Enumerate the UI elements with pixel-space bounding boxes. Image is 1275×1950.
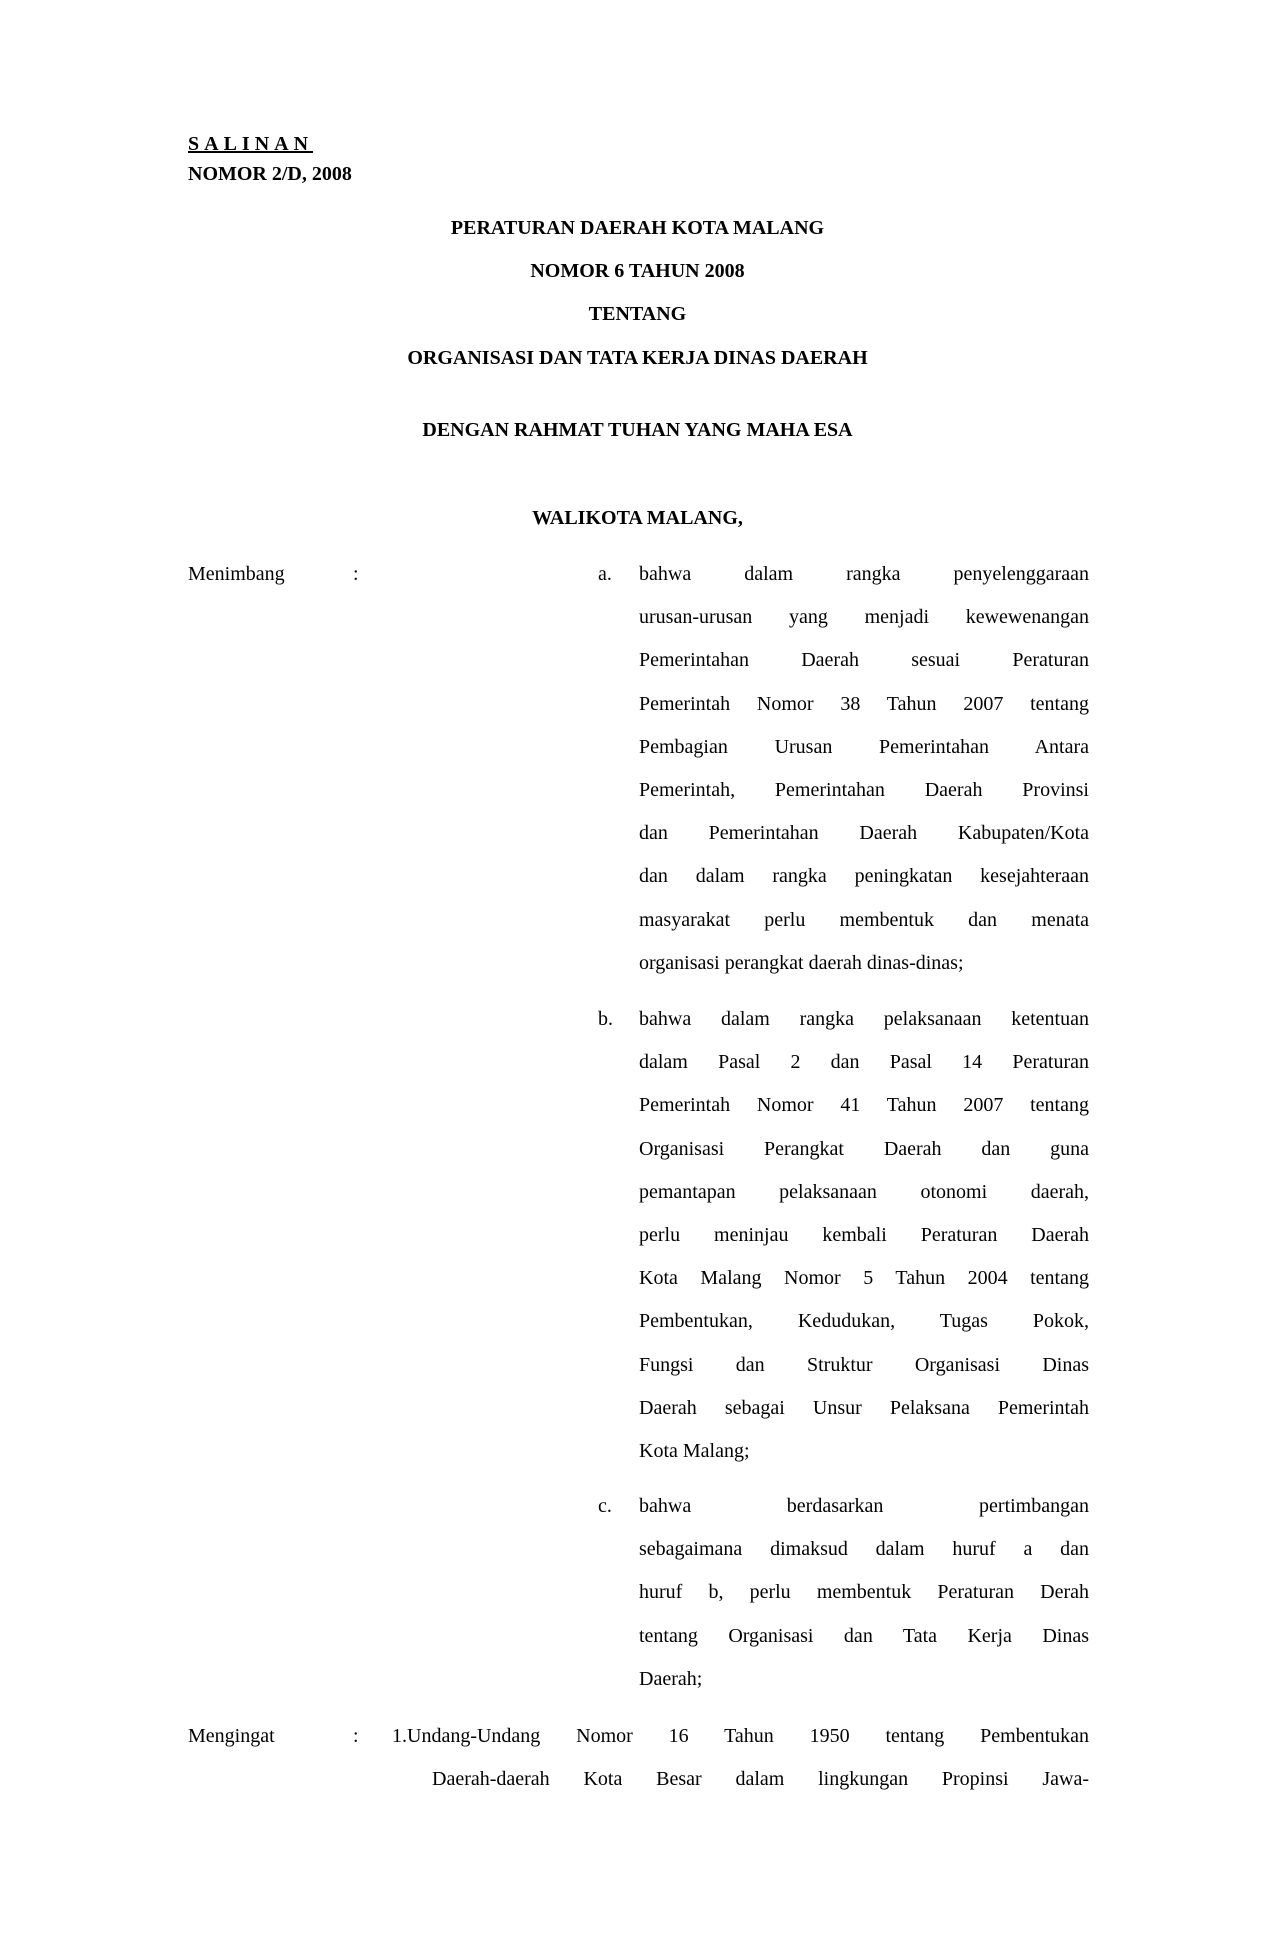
menimbang-item-line: bahwa dalam rangka penyelenggaraan	[639, 563, 1089, 585]
menimbang-item-line: Kota Malang;	[639, 1440, 750, 1462]
menimbang-item-marker: b.	[598, 1008, 613, 1030]
menimbang-item-line: Kota Malang Nomor 5 Tahun 2004 tentang	[639, 1267, 1089, 1290]
mengingat-label: Mengingat	[188, 1725, 275, 1747]
menimbang-item-line: Pemerintah Nomor 38 Tahun 2007 tentang	[639, 692, 1089, 715]
menimbang-item-line: pemantapan pelaksanaan otonomi daerah,	[639, 1180, 1089, 1203]
document-number: NOMOR 2/D, 2008	[188, 163, 352, 185]
menimbang-item-line: dan Pemerintahan Daerah Kabupaten/Kota	[639, 822, 1089, 845]
menimbang-item-line: Pemerintah, Pemerintahan Daerah Provinsi	[639, 779, 1089, 801]
menimbang-item-line: huruf b, perlu membentuk Peraturan Derah	[639, 1581, 1089, 1604]
menimbang-item-marker: c.	[598, 1495, 612, 1517]
mengingat-item-1-line: Daerah-daerah Kota Besar dalam lingkungan Propinsi Jawa-	[432, 1768, 1089, 1790]
menimbang-item-line: perlu meninjau kembali Peraturan Daerah	[639, 1224, 1089, 1246]
menimbang-item-line: dalam Pasal 2 dan Pasal 14 Peraturan	[639, 1051, 1089, 1074]
menimbang-item-line: Pemerintahan Daerah sesuai Peraturan	[639, 649, 1089, 672]
regulation-number: NOMOR 6 TAHUN 2008	[530, 260, 745, 282]
menimbang-item-line: bahwa berdasarkan pertimbangan	[639, 1495, 1089, 1517]
menimbang-item-line: Fungsi dan Struktur Organisasi Dinas	[639, 1353, 1089, 1376]
mengingat-item-1-line: 1.Undang-Undang Nomor 16 Tahun 1950 tentang Pembentukan	[392, 1725, 1089, 1747]
menimbang-item-line: Organisasi Perangkat Daerah dan guna	[639, 1137, 1089, 1160]
mengingat-colon: :	[353, 1725, 359, 1747]
menimbang-item-line: urusan-urusan yang menjadi kewewenangan	[639, 606, 1089, 629]
regulation-subject: ORGANISASI DAN TATA KERJA DINAS DAERAH	[407, 347, 868, 369]
regulation-title: PERATURAN DAERAH KOTA MALANG	[450, 217, 825, 239]
menimbang-item-line: organisasi perangkat daerah dinas-dinas;	[639, 951, 964, 974]
menimbang-item-line: Pembentukan, Kedudukan, Tugas Pokok,	[639, 1310, 1089, 1333]
menimbang-item-line: sebagaimana dimaksud dalam huruf a dan	[639, 1538, 1089, 1561]
menimbang-item-line: Pemerintah Nomor 41 Tahun 2007 tentang	[639, 1094, 1089, 1117]
menimbang-item-line: Daerah sebagai Unsur Pelaksana Pemerintah	[639, 1396, 1089, 1419]
menimbang-label: Menimbang	[188, 563, 285, 585]
menimbang-item-line: bahwa dalam rangka pelaksanaan ketentuan	[639, 1008, 1089, 1030]
salinan-label: SALINAN	[188, 133, 314, 155]
menimbang-item-marker: a.	[598, 563, 612, 585]
invocation: DENGAN RAHMAT TUHAN YANG MAHA ESA	[422, 419, 853, 441]
authority: WALIKOTA MALANG,	[532, 507, 743, 529]
menimbang-item-line: Pembagian Urusan Pemerintahan Antara	[639, 735, 1089, 758]
menimbang-item-line: masyarakat perlu membentuk dan menata	[639, 908, 1089, 931]
menimbang-colon: :	[353, 563, 359, 585]
menimbang-item-line: tentang Organisasi dan Tata Kerja Dinas	[639, 1624, 1089, 1647]
menimbang-item-line: dan dalam rangka peningkatan kesejahteraan	[639, 865, 1089, 888]
menimbang-item-line: Daerah;	[639, 1667, 703, 1690]
regulation-tentang: TENTANG	[588, 303, 687, 325]
